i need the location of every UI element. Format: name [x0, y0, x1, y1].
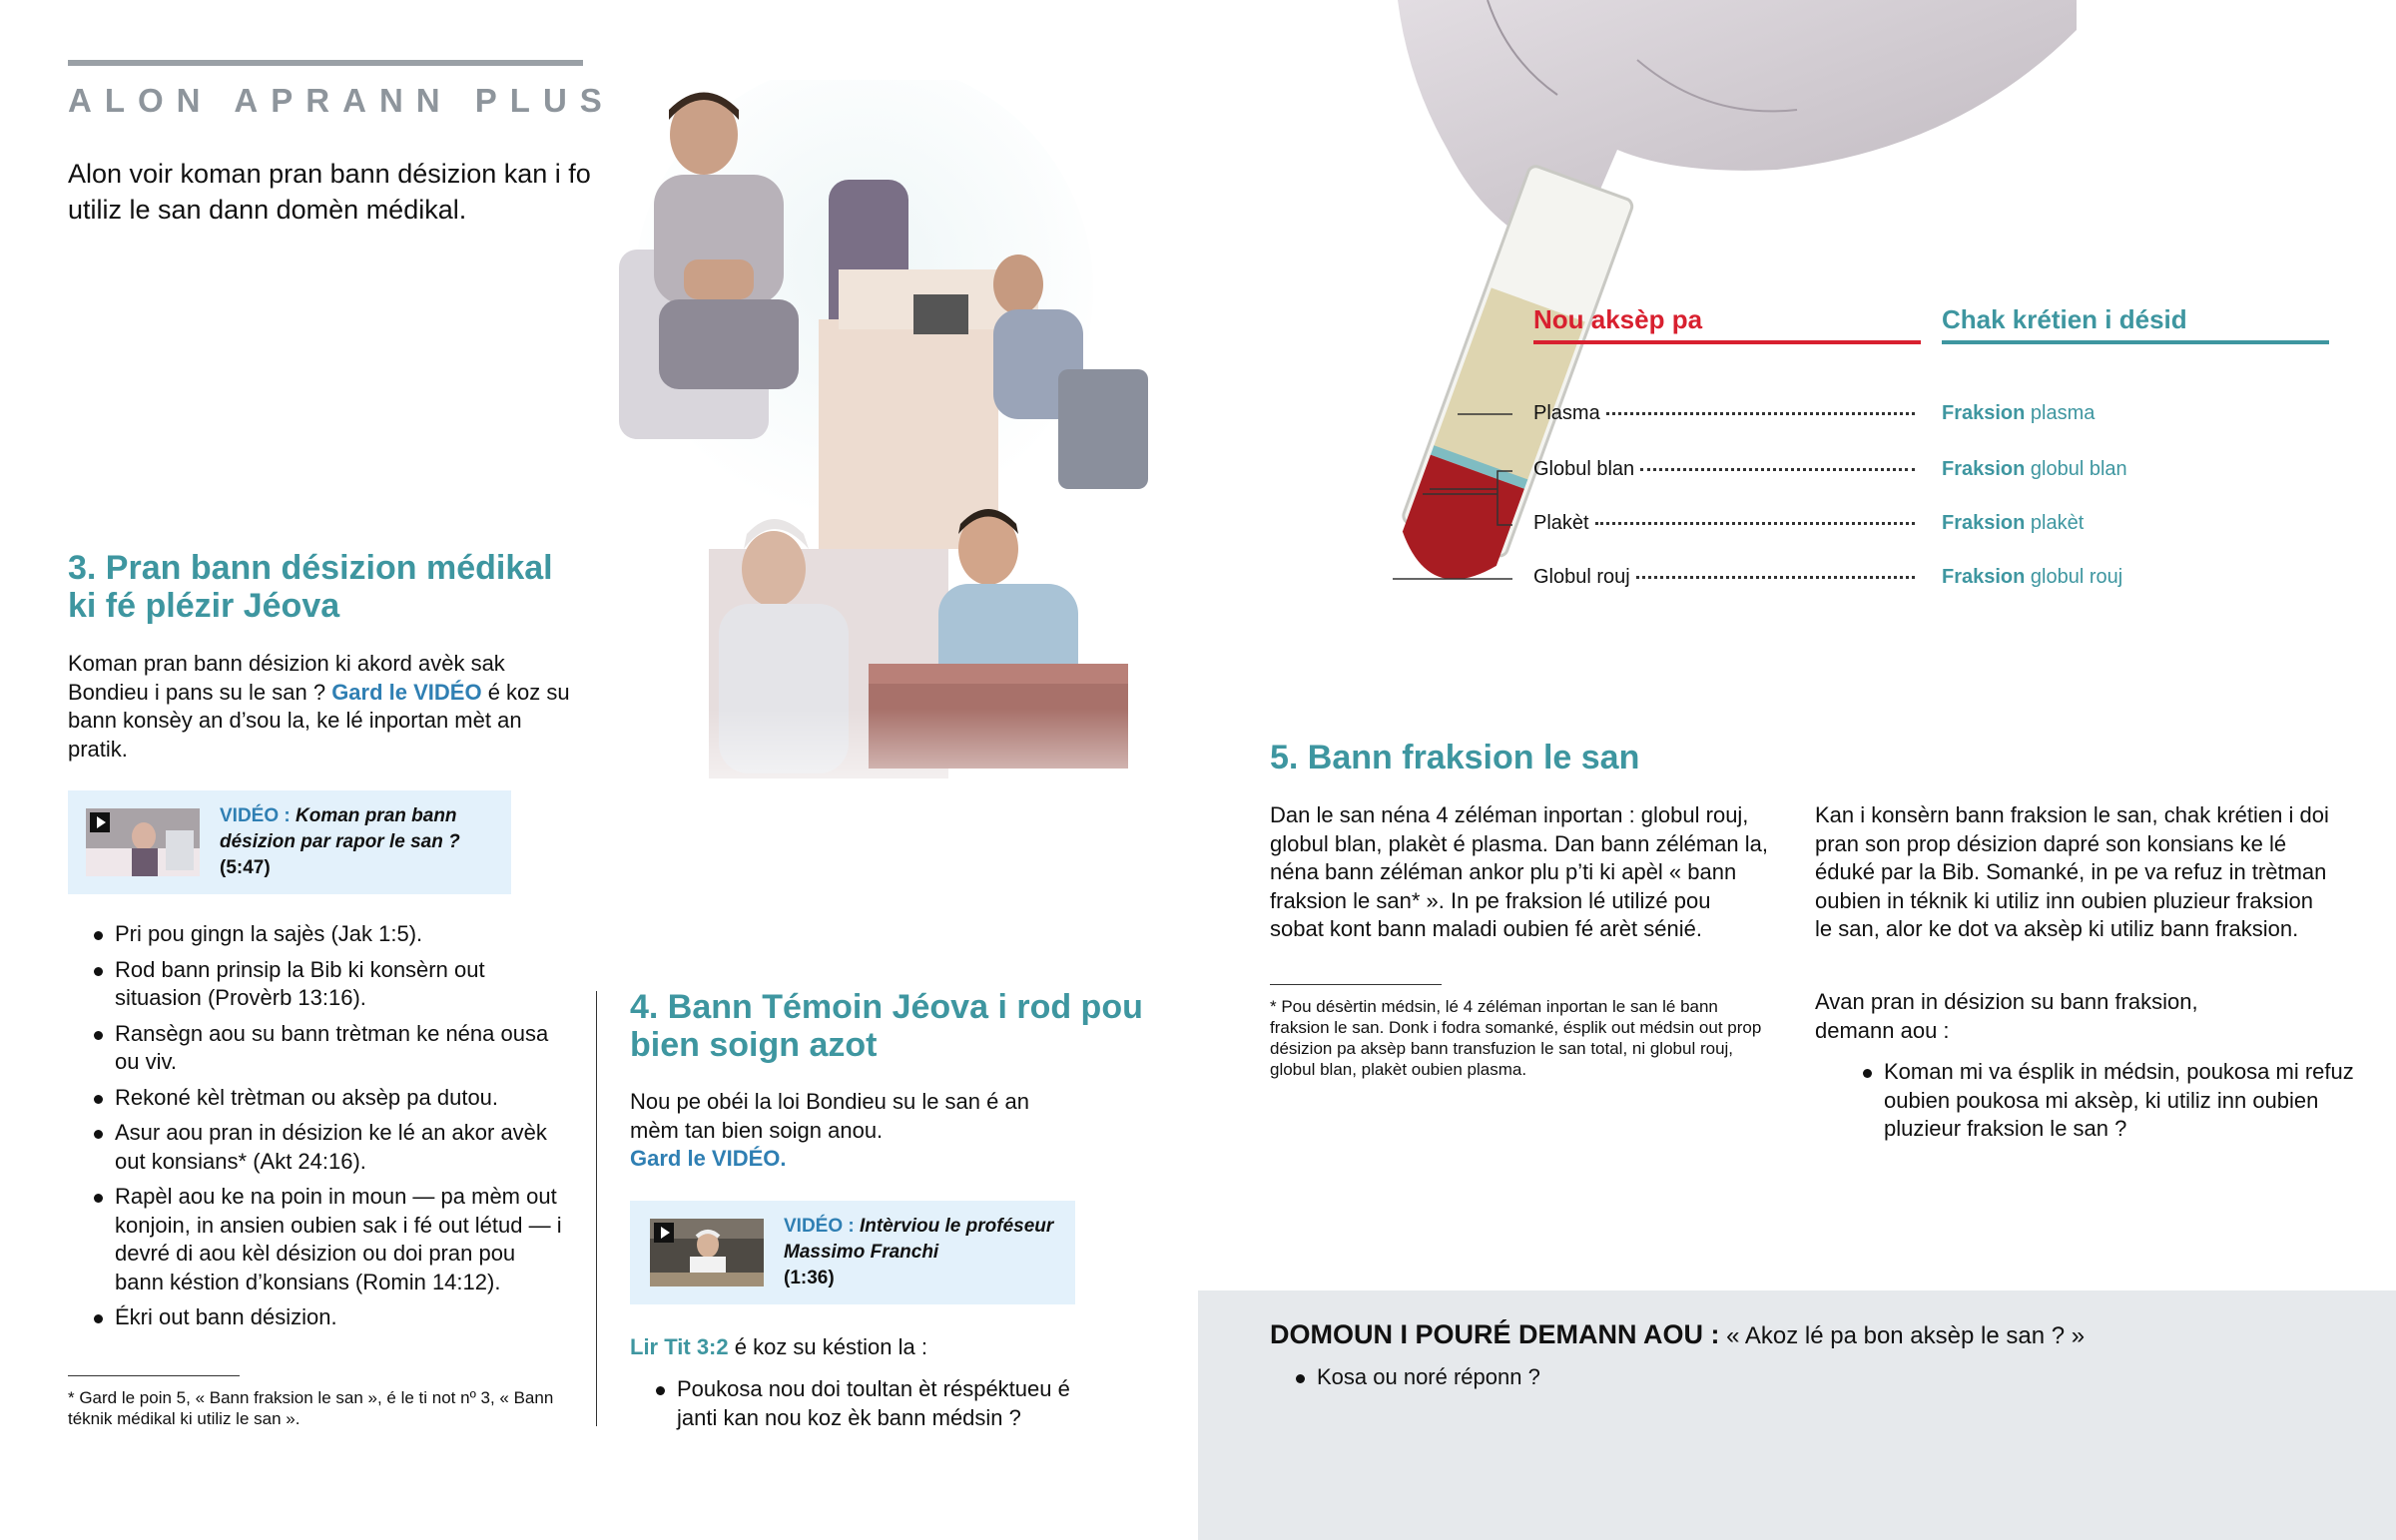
table-row — [1533, 566, 1921, 589]
fraction-name: globul rouj — [2030, 566, 2123, 588]
fraction-word: Fraksion — [1942, 458, 2026, 480]
section4-video-box[interactable] — [630, 1201, 1075, 1304]
section3-heading: 3. Pran bann désizion médikal ki fé plézir Jéova — [68, 549, 553, 625]
dot-leader — [1640, 468, 1915, 471]
component-label: Globul blan — [1533, 458, 1635, 480]
section3-video-caption — [220, 803, 511, 881]
footnote-rule — [68, 1375, 240, 1376]
video-title: Intèrviou le proféseur Massimo Franchi — [784, 1216, 1054, 1263]
section4-video-caption — [784, 1214, 1075, 1291]
table-header-rule-red — [1533, 340, 1921, 344]
column-divider — [596, 991, 597, 1426]
list-item: Ékri out bann désizion. — [68, 1303, 567, 1332]
section3-video-box[interactable] — [68, 790, 511, 894]
section4-bullet-list — [630, 1375, 1099, 1439]
fraction-value — [1942, 402, 2095, 425]
component-label: Globul rouj — [1533, 566, 1630, 588]
footnote-rule — [1270, 984, 1442, 985]
list-item: Ransègn aou su bann trètman ke néna ousa ou viv. — [68, 1020, 567, 1077]
video-thumbnail[interactable] — [650, 1219, 764, 1286]
header-rule — [68, 60, 583, 66]
list-item: Kosa ou noré réponn ? — [1270, 1363, 2069, 1392]
fraction-value — [1942, 512, 2084, 535]
section5-paragraph-1: Dan le san néna 4 zéléman inportan : globul rouj, globul blan, plakèt é plasma. Dan bann zéléman la, néna bann zéléman ankor plu p’ti ki apèl « bann fraksion le san* ». In pe fraksion lé utilizé pou sobat kont bann maladi oubien fé arèt sénié. — [1270, 802, 1768, 941]
table-row — [1533, 458, 1921, 481]
section4-para: Nou pe obéi la loi Bondieu su le san é an mèm tan bien soign anou. — [630, 1089, 1029, 1143]
list-item: Poukosa nou doi toultan èt réspéktueu é janti kan nou koz èk bann médsin ? — [630, 1375, 1099, 1432]
video-label: VIDÉO : — [220, 805, 291, 826]
list-item: Pri pou gingn la sajès (Jak 1:5). — [68, 920, 567, 949]
fraction-word: Fraksion — [1942, 512, 2026, 534]
fraction-value — [1942, 458, 2127, 481]
section3-footnote: * Gard le poin 5, « Bann fraksion le san », é le ti not nº 3, « Bann téknik médikal ki utiliz le san ». — [68, 1388, 554, 1428]
section4-heading: 4. Bann Témoin Jéova i rod pou bien soign azot — [630, 988, 1143, 1064]
list-item: Rapèl aou ke na poin in moun — pa mèm out konjoin, in ansien oubien sak i fé out létud — i devré di aou kèl désizion ou doi pran pou bann késtion d’konsians (Romin 14:12). — [68, 1183, 567, 1296]
section5-paragraph-3: Avan pran in désizion su bann fraksion, demann aou : — [1815, 989, 2198, 1043]
dot-leader — [1606, 412, 1915, 415]
play-icon[interactable] — [654, 1223, 674, 1243]
list-item: Koman mi va ésplik in médsin, poukosa mi refuz oubien poukosa mi aksèp, ki utiliz inn oubien pluzieur fraksion le san ? — [1837, 1058, 2356, 1144]
table-row — [1533, 512, 1921, 535]
section3-bullet-list — [68, 920, 567, 1339]
table-header-personal-decision: Chak krétien i désid — [1942, 304, 2187, 334]
play-icon[interactable] — [90, 812, 110, 832]
section5-bullet-list — [1837, 1058, 2356, 1151]
question-box-title — [1270, 1319, 2368, 1350]
component-label: Plasma — [1533, 402, 1600, 424]
fraction-name: plakèt — [2030, 512, 2085, 534]
list-item: Rekoné kèl trètman ou aksèp pa dutou. — [68, 1084, 567, 1113]
video-duration: (5:47) — [220, 857, 271, 878]
fraction-name: plasma — [2030, 402, 2096, 424]
section5-footnote: * Pou désèrtin médsin, lé 4 zéléman inportan le san lé bann fraksion le san. Donk i fodra somanké, ésplik out médsin out prop désizion pa aksèp bann transfuzion le san total, ni globul rouj, globul blan, plakèt oubien plasma. — [1270, 997, 1762, 1079]
section4-read-line — [630, 1333, 1089, 1362]
list-item: Rod bann prinsip la Bib ki konsèrn out situasion (Provèrb 13:16). — [68, 956, 567, 1013]
video-thumbnail[interactable] — [86, 808, 200, 876]
section5-heading: 5. Bann fraksion le san — [1270, 739, 1640, 776]
video-label: VIDÉO : — [784, 1216, 855, 1237]
question-bullet-list — [1270, 1363, 2069, 1399]
fraction-word: Fraksion — [1942, 566, 2026, 588]
list-item: Asur aou pran in désizion ke lé an akor avèk out konsians* (Akt 24:16). — [68, 1119, 567, 1176]
table-header-not-accepted: Nou aksèp pa — [1533, 304, 1703, 334]
question-quote: « Akoz lé pa bon aksèp le san ? » — [1719, 1322, 2086, 1349]
fraction-name: globul blan — [2030, 458, 2127, 480]
intro-text: Alon voir koman pran bann désizion kan i fo utiliz le san dann domèn médikal. — [68, 159, 591, 225]
dot-leader — [1595, 522, 1915, 525]
table-row — [1533, 402, 1921, 425]
section3-para-b: é koz su bann konsèy an d’sou la, ke lé inportan mèt an pratik. — [68, 679, 570, 762]
video-title: Koman pran bann désizion par rapor le san ? — [220, 805, 460, 852]
section4-read-rest: é koz su késtion la : — [728, 1334, 927, 1359]
section3-paragraph — [68, 650, 587, 764]
table-header-rule-teal — [1942, 340, 2329, 344]
component-label: Plakèt — [1533, 512, 1589, 534]
fraction-value — [1942, 566, 2122, 589]
section3-video-link[interactable]: Gard le VIDÉO — [331, 679, 482, 705]
dot-leader — [1636, 576, 1915, 579]
section5-paragraph-2: Kan i konsèrn bann fraksion le san, chak krétien i doi pran son prop désizion dapré son konsians ke lé éduké par la Bib. Somanké, in pe va refuz in trètman oubien in téknik ki utiliz inn oubien pluzieur fraksion le san, alor ke dot va aksèp ki utiliz bann fraksion. — [1815, 802, 2329, 941]
section4-video-link[interactable]: Gard le VIDÉO. — [630, 1146, 787, 1171]
section4-paragraph — [630, 1088, 1029, 1174]
section3-para-a: Koman pran bann désizion ki akord avèk sak Bondieu i pans su le san ? — [68, 651, 505, 705]
section-kicker: ALON APRANN PLUS — [68, 82, 615, 119]
fraction-word: Fraksion — [1942, 402, 2026, 424]
question-title-text: DOMOUN I POURÉ DEMANN AOU : — [1270, 1319, 1720, 1349]
video-duration: (1:36) — [784, 1268, 835, 1288]
scripture-link[interactable]: Lir Tit 3:2 — [630, 1334, 729, 1359]
doctor-patient-illustration — [599, 80, 1168, 838]
